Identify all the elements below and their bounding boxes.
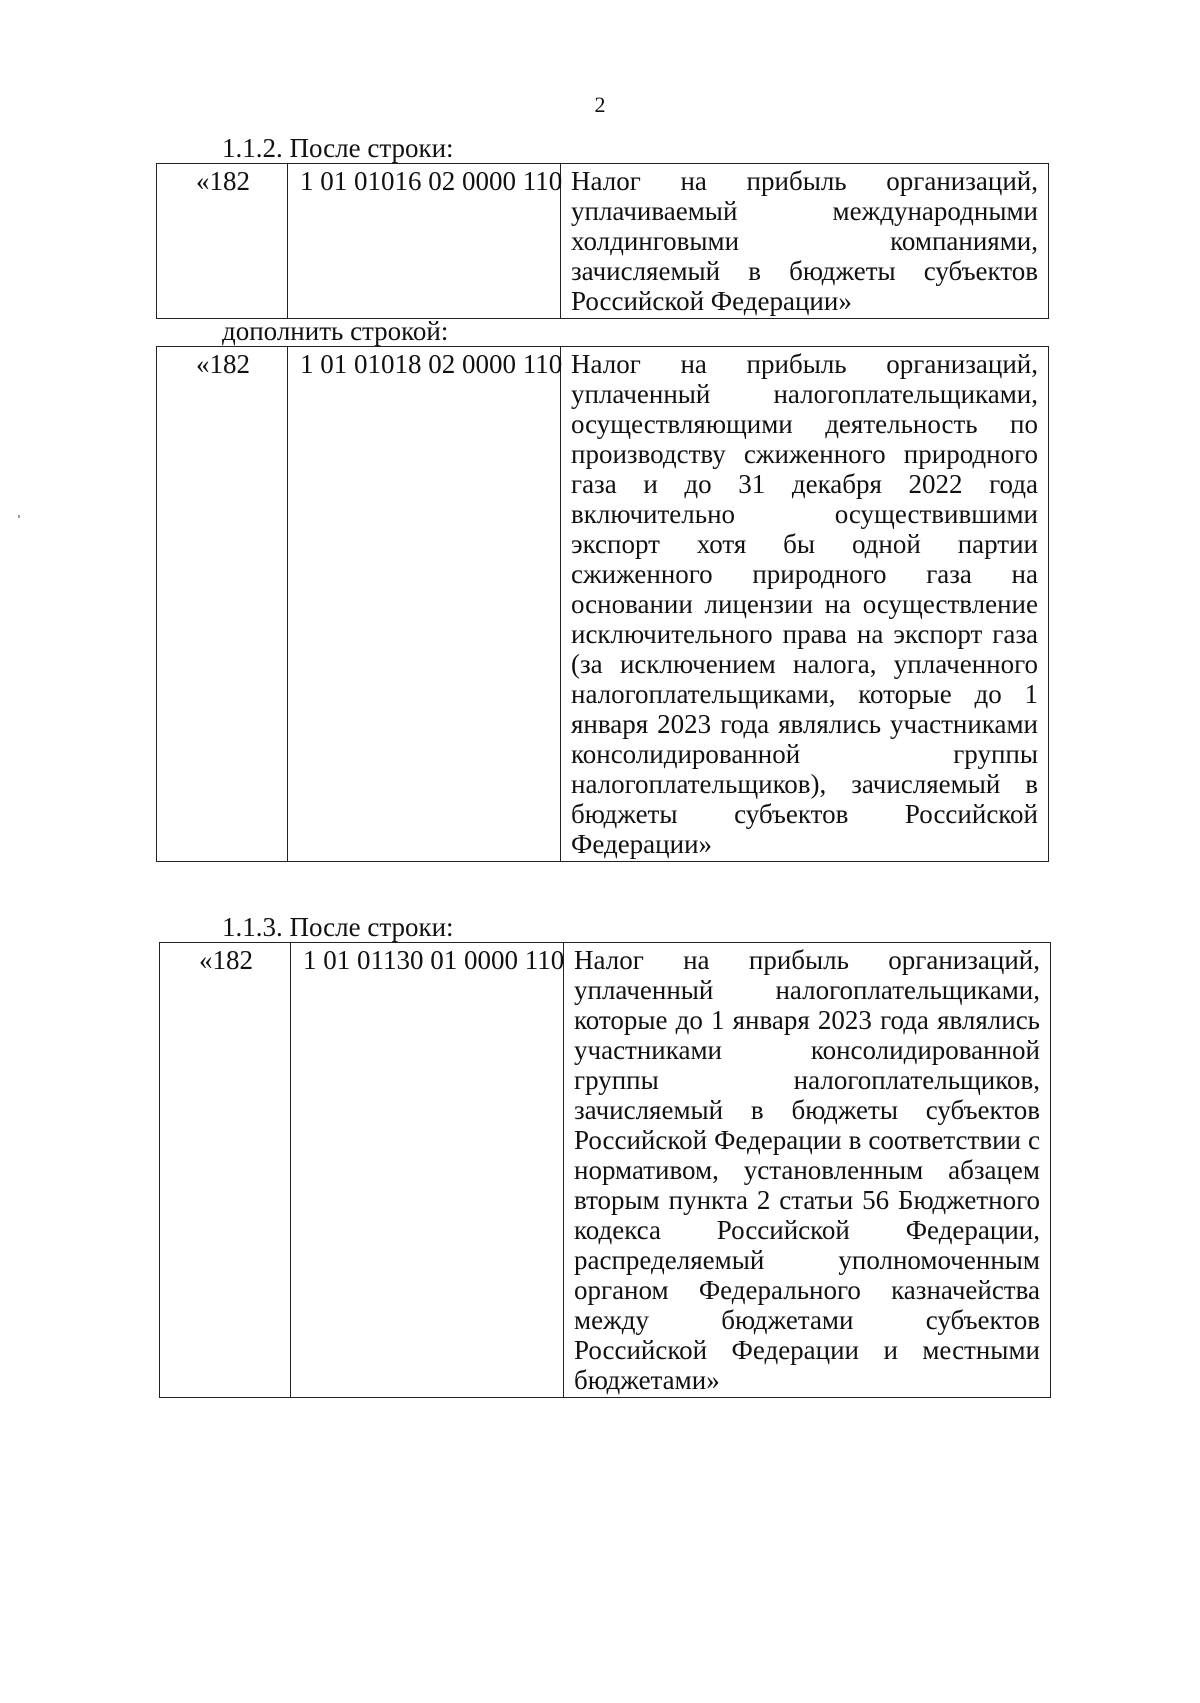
income-name-cell: Налог на прибыль организаций, уплачиваемый международными холдинговыми компаниями, зачисляемый в бюджеты субъектов Российской Федерации» [561, 164, 1049, 319]
table-row [160, 943, 1051, 1398]
section-caption-1-1-3: 1.1.3. После строки: [222, 912, 454, 942]
scan-artifact [18, 515, 20, 518]
budget-code-table-2 [156, 346, 1049, 862]
table-row [157, 164, 1049, 319]
table-row [157, 347, 1049, 862]
income-name-cell: Налог на прибыль организаций, уплаченный налогоплательщиками, осуществляющими деятельность по производству сжиженного природного газа и до 31 декабря 2022 года включительно осуществившими экспорт хотя бы одной партии сжиженного природного газа на основании лицензии на осуществление исключительного права на экспорт газа (за исключением налога, уплаченного налогоплательщиками, которые до 1 января 2023 года являлись участниками консолидированной группы налогоплательщиков), зачисляемый в бюджеты субъектов Российской Федерации» [561, 347, 1049, 862]
section-caption-1-1-2: 1.1.2. После строки: [222, 133, 454, 163]
income-name-cell: Налог на прибыль организаций, уплаченный налогоплательщиками, которые до 1 января 2023 года являлись участниками консолидированной группы налогоплательщиков, зачисляемый в бюджеты субъектов Российской Федерации в соответствии с нормативом, установленным абзацем вторым пункта 2 статьи 56 Бюджетного кодекса Российской Федерации, распределяемый уполномоченным органом Федерального казначейства между бюджетами субъектов Российской Федерации и местными бюджетами» [564, 943, 1051, 1398]
budget-code-table-3 [159, 942, 1051, 1398]
budget-classification-code-cell: 1 01 01016 02 0000 110 [288, 164, 561, 319]
section-caption-add-row: дополнить строкой: [222, 316, 449, 346]
page-number: 2 [594, 92, 606, 117]
admin-code-cell: «182 [157, 347, 288, 862]
admin-code-cell: «182 [157, 164, 288, 319]
admin-code-cell: «182 [160, 943, 291, 1398]
budget-classification-code-cell: 1 01 01018 02 0000 110 [288, 347, 561, 862]
budget-code-table-1 [156, 163, 1049, 319]
budget-classification-code-cell: 1 01 01130 01 0000 110 [291, 943, 564, 1398]
